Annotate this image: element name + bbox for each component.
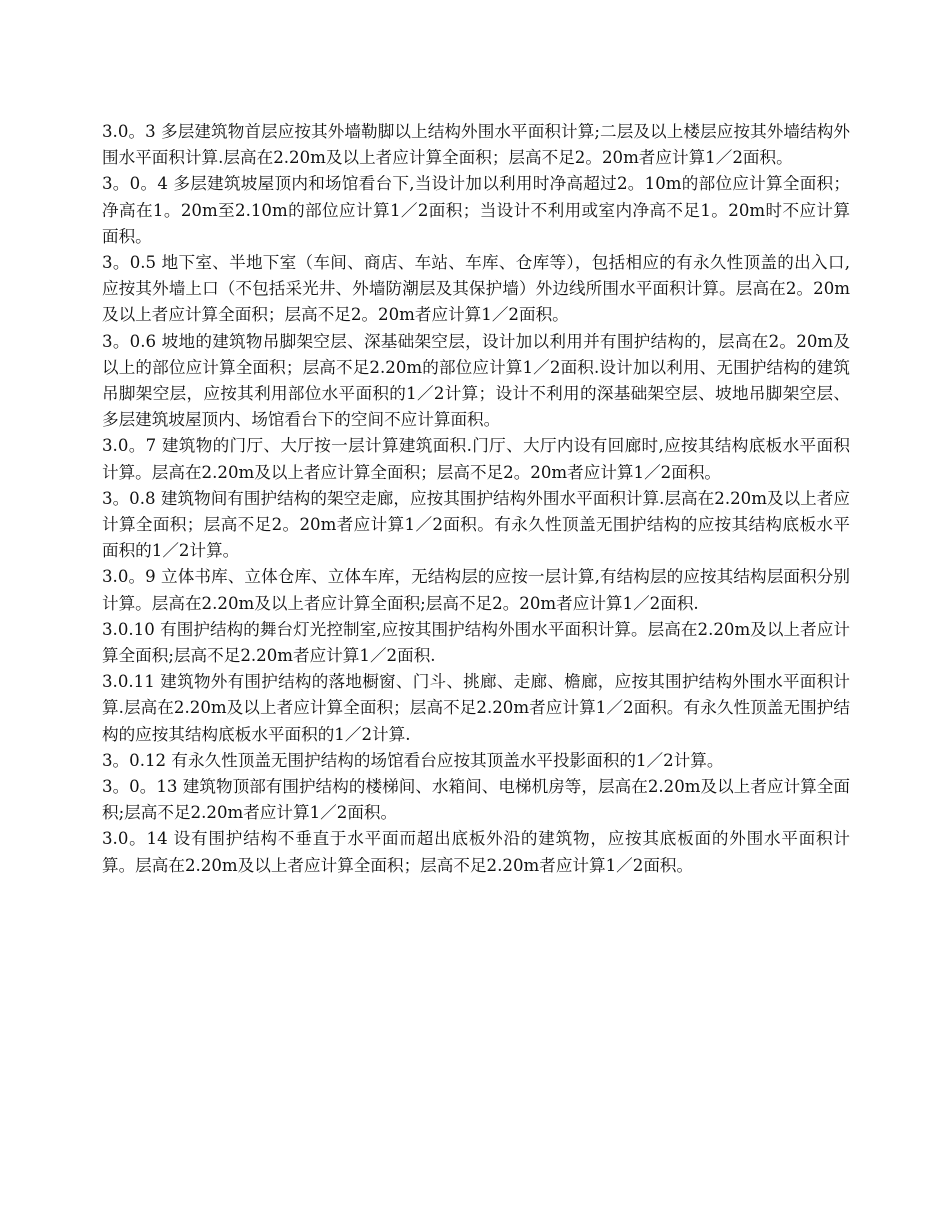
clause-3-0-4: 3。0。4 多层建筑坡屋顶内和场馆看台下,当设计加以利用时净高超过2。10m的部位应计算全面积；净高在1。20m至2.10m的部位应计算1／2面积；当设计不利用或室内净高不足1。20m时不应计算面积。 <box>102 174 850 246</box>
clause-3-0-13: 3。0。13 建筑物顶部有围护结构的楼梯间、水箱间、电梯机房等，层高在2.20m及以上者应计算全面积;层高不足2.20m者应计算1／2面积。 <box>102 777 850 823</box>
clause-3-0-8: 3。0.8 建筑物间有围护结构的架空走廊，应按其围护结构外围水平面积计算.层高在2.20m及以上者应计算全面积；层高不足2。20m者应计算1／2面积。有永久性顶盖无围护结构的应按其结构底板水平面积的1／2计算。 <box>102 488 850 561</box>
clause-3-0-3: 3.0。3 多层建筑物首层应按其外墙勒脚以上结构外围水平面积计算;二层及以上楼层应按其外墙结构外围水平面积计算.层高在2.20m及以上者应计算全面积；层高不足2。20m者应计算1／2面积。 <box>102 122 850 168</box>
clause-3-0-6: 3。0.6 坡地的建筑物吊脚架空层、深基础架空层，设计加以利用并有围护结构的，层高在2。20m及以上的部位应计算全面积；层高不足2.20m的部位应计算1／2面积.设计加以利用、无围护结构的建筑吊脚架空层，应按其利用部位水平面积的1／2计算；设计不利用的深基础架空层、坡地吊脚架空层、多层建筑坡屋顶内、场馆看台下的空间不应计算面积。 <box>102 331 850 430</box>
clause-3-0-7: 3.0。7 建筑物的门厅、大厅按一层计算建筑面积.门厅、大厅内设有回廊时,应按其结构底板水平面积计算。层高在2.20m及以上者应计算全面积；层高不足2。20m者应计算1／2面积。 <box>102 436 850 482</box>
clause-3-0-10: 3.0.10 有围护结构的舞台灯光控制室,应按其围护结构外围水平面积计算。层高在2.20m及以上者应计算全面积;层高不足2.20m者应计算1／2面积. <box>102 619 850 666</box>
clause-3-0-12: 3。0.12 有永久性顶盖无围护结构的场馆看台应按其顶盖水平投影面积的1／2计算。 <box>102 750 724 770</box>
clause-3-0-11: 3.0.11 建筑物外有围护结构的落地橱窗、门斗、挑廊、走廊、檐廊，应按其围护结构外围水平面积计算.层高在2.20m及以上者应计算全面积；层高不足2.20m者应计算1／2面积。有永久性顶盖无围护结构的应按其结构底板水平面积的1／2计算. <box>102 672 850 744</box>
clause-3-0-5: 3。0.5 地下室、半地下室（车间、商店、车站、车库、仓库等），包括相应的有永久性顶盖的出入口,应按其外墙上口（不包括采光井、外墙防潮层及其保护墙）外边线所围水平面积计算。层高在2。20m及以上者应计算全面积；层高不足2。20m者应计算1／2面积。 <box>102 253 850 325</box>
clause-3-0-14: 3.0。14 设有围护结构不垂直于水平面而超出底板外沿的建筑物，应按其底板面的外围水平面积计算。层高在2.20m及以上者应计算全面积；层高不足2.20m者应计算1／2面积。 <box>102 829 850 875</box>
clause-3-0-9: 3.0。9 立体书库、立体仓库、立体车库，无结构层的应按一层计算,有结构层的应按其结构层面积分别计算。层高在2.20m及以上者应计算全面积;层高不足2。20m者应计算1／2面积. <box>102 567 850 613</box>
